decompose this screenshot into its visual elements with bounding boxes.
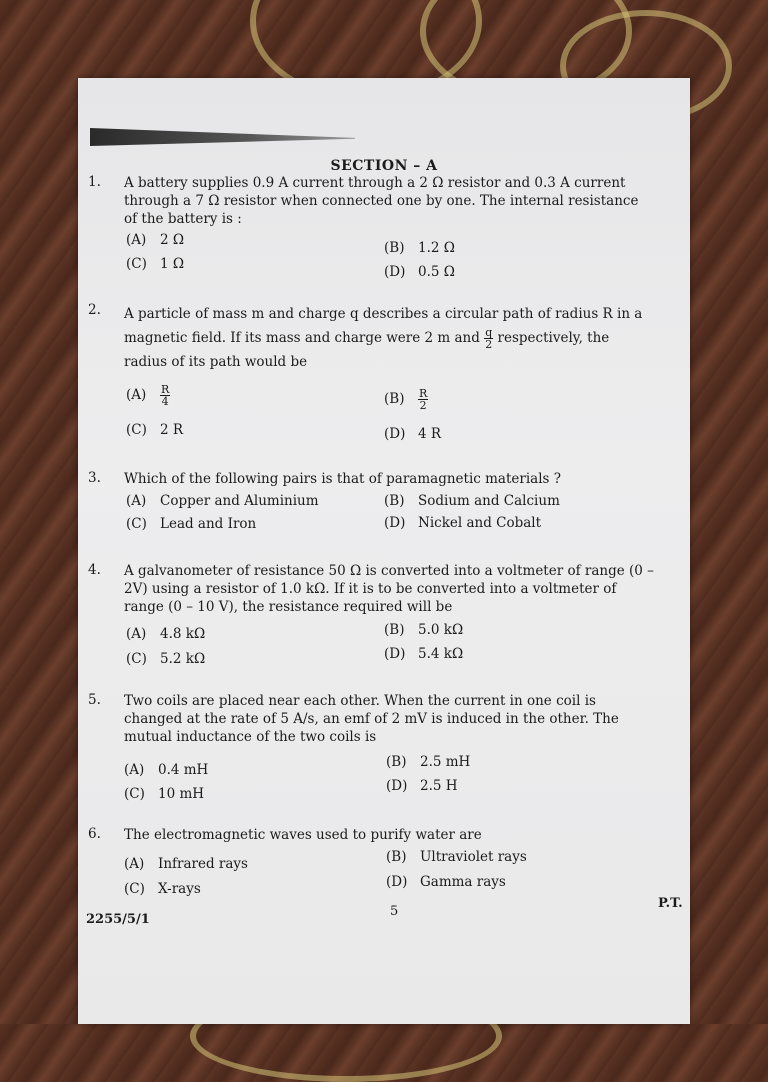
option-d: (D) Gamma rays <box>386 874 506 890</box>
option-a: (A) Infrared rays <box>124 856 248 872</box>
question-number: 1. <box>88 174 101 190</box>
question-text: The electromagnetic waves used to purify water are <box>124 827 482 843</box>
option-c: (C) 1 Ω <box>126 256 185 272</box>
option-a: (A) 4.8 kΩ <box>126 626 206 642</box>
question-text: A battery supplies 0.9 A current through a 2 Ω resistor and 0.3 A current through a 7 Ω resistor when connected one by one. The internal resistance of the battery is : <box>124 175 639 227</box>
option-d: (D) 4 R <box>384 426 442 442</box>
paper-code: 2255/5/1 <box>86 912 150 927</box>
option-b: (B) $\frac{R}{2}$ <box>384 387 428 412</box>
option-b: (B) 2.5 mH <box>386 754 471 770</box>
option-d: (D) 0.5 Ω <box>384 264 455 280</box>
option-d: (D) 2.5 H <box>386 778 458 794</box>
question-text: Two coils are placed near each other. When the current in one coil is changed at the rate of 5 A/s, an emf of 2 mV is induced in the other. The mutual inductance of the two coils is <box>124 693 619 745</box>
option-d: (D) Nickel and Cobalt <box>384 515 542 531</box>
question-text: A galvanometer of resistance 50 Ω is converted into a voltmeter of range (0 – 2V) using a resistor of 1.0 kΩ. If it is to be converted into a voltmeter of range (0 – 10 V), the resistance required will be <box>124 563 654 615</box>
option-a: (A) 2 Ω <box>126 232 185 248</box>
option-b: (B) Sodium and Calcium <box>384 493 560 509</box>
option-b: (B) Ultraviolet rays <box>386 849 527 865</box>
fraction: $\frac{q}{2}$ <box>485 326 493 351</box>
option-b: (B) 5.0 kΩ <box>384 622 464 638</box>
question-text: A particle of mass m and charge q describes a circular path of radius R in a magnetic field. If its mass and charge were 2 m and $\frac{q}{2}$ respectively, the radius of its path would be <box>124 306 643 370</box>
option-c: (C) 2 R <box>126 422 184 438</box>
question-number: 4. <box>88 562 101 578</box>
option-c: (C) 10 mH <box>124 786 205 802</box>
question-text: Which of the following pairs is that of paramagnetic materials ? <box>124 471 561 487</box>
option-c: (C) X-rays <box>124 881 201 897</box>
exam-page <box>78 78 690 1024</box>
option-c: (C) 5.2 kΩ <box>126 651 206 667</box>
option-b: (B) 1.2 Ω <box>384 240 455 256</box>
section-title: SECTION – A <box>330 158 438 174</box>
header-bar <box>90 128 355 146</box>
option-a: (A) 0.4 mH <box>124 762 209 778</box>
question-number: 5. <box>88 692 101 708</box>
option-c: (C) Lead and Iron <box>126 516 257 532</box>
option-a: (A) $\frac{R}{4}$ <box>126 383 170 408</box>
option-d: (D) 5.4 kΩ <box>384 646 464 662</box>
question-number: 3. <box>88 470 101 486</box>
option-a: (A) Copper and Aluminium <box>126 493 319 509</box>
question-number: 2. <box>88 302 101 318</box>
page-number: 5 <box>390 904 399 919</box>
question-number: 6. <box>88 826 101 842</box>
please-turn-over: P.T. <box>658 896 683 911</box>
